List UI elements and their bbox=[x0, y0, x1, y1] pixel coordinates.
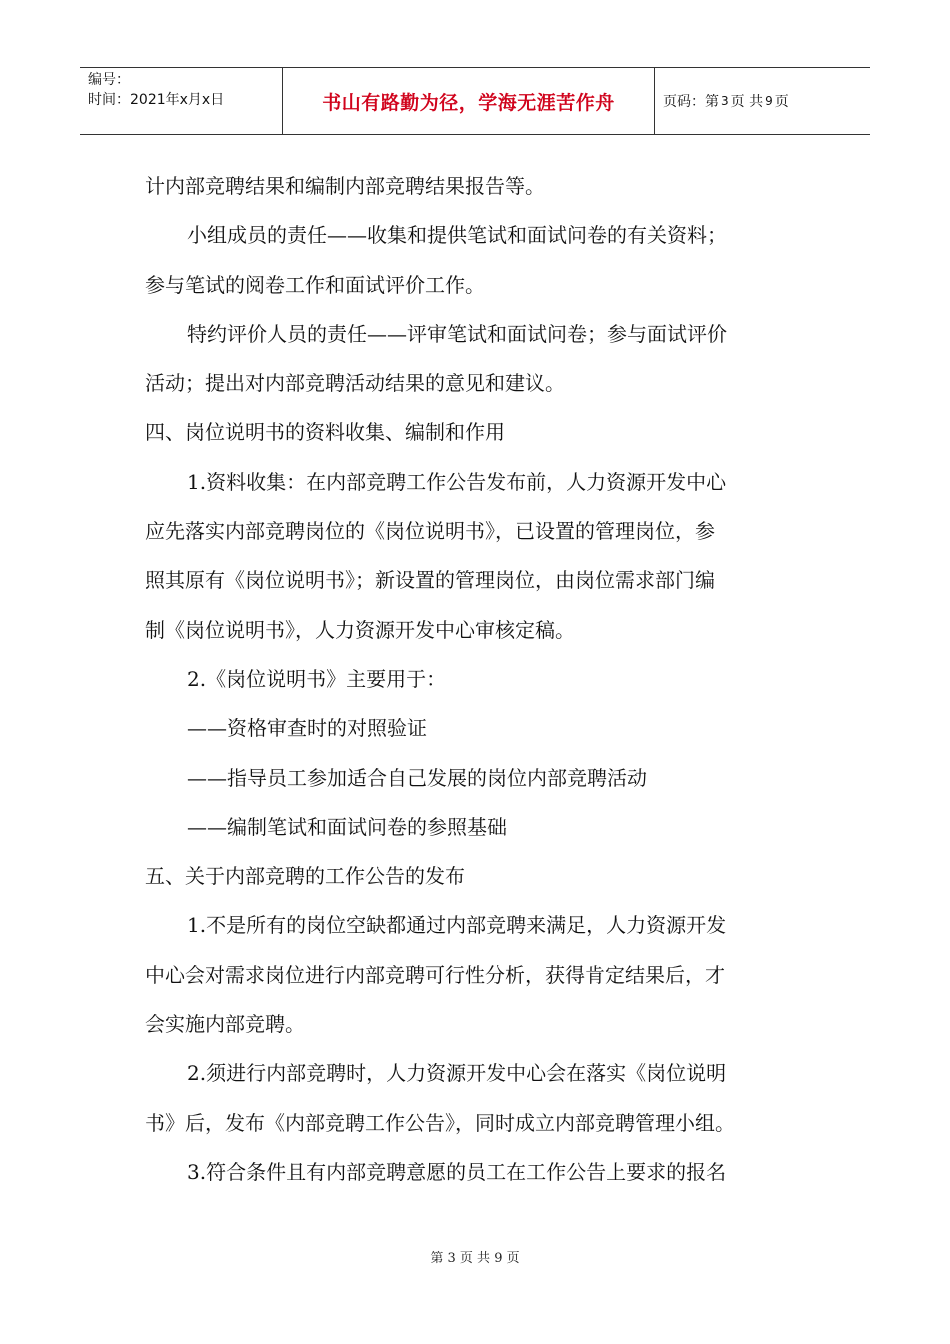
paragraph-line: 计内部竞聘结果和编制内部竞聘结果报告等。 bbox=[145, 174, 545, 198]
list-item: ——指导员工参加适合自己发展的岗位内部竞聘活动 bbox=[187, 765, 647, 790]
paragraph-line: 1.不是所有的岗位空缺都通过内部竞聘来满足，人力资源开发 bbox=[187, 913, 727, 938]
document-time-label: 时间：2021年x月x日 bbox=[88, 92, 225, 108]
page-footer: 第 3 页 共 9 页 bbox=[430, 1251, 520, 1266]
header-page-indicator bbox=[655, 68, 870, 134]
paragraph-line: 小组成员的责任——收集和提供笔试和面试问卷的有关资料； bbox=[187, 223, 727, 248]
paragraph-line: 中心会对需求岗位进行内部竞聘可行性分析，获得肯定结果后，才 bbox=[145, 962, 725, 987]
paragraph-line: 特约评价人员的责任——评审笔试和面试问卷；参与面试评价 bbox=[187, 321, 727, 346]
header-motto: 书山有路勤为径，学海无涯苦作舟 bbox=[322, 91, 615, 114]
header-meta bbox=[80, 68, 283, 134]
header-motto-cell bbox=[283, 68, 655, 134]
paragraph-line: 3.符合条件且有内部竞聘意愿的员工在工作公告上要求的报名 bbox=[187, 1159, 727, 1184]
list-item: ——编制笔试和面试问卷的参照基础 bbox=[187, 814, 507, 839]
paragraph-line: 1.资料收集：在内部竞聘工作公告发布前，人力资源开发中心 bbox=[187, 469, 727, 494]
list-item: ——资格审查时的对照验证 bbox=[187, 716, 427, 741]
paragraph-line: 2.《岗位说明书》主要用于： bbox=[187, 666, 447, 691]
page-label-suffix: 页 bbox=[774, 94, 789, 110]
paragraph-line: 参与笔试的阅卷工作和面试评价工作。 bbox=[145, 272, 485, 297]
paragraph-line: 制《岗位说明书》，人力资源开发中心审核定稿。 bbox=[145, 617, 575, 642]
page-header bbox=[80, 67, 870, 135]
section-heading: 五、关于内部竞聘的工作公告的发布 bbox=[145, 864, 465, 889]
document-body bbox=[145, 162, 810, 1197]
document-number-label: 编号： bbox=[88, 72, 130, 88]
paragraph-line: 会实施内部竞聘。 bbox=[145, 1012, 305, 1037]
section-heading: 四、岗位说明书的资料收集、编制和作用 bbox=[145, 420, 505, 445]
page-label-prefix: 页码：第 bbox=[663, 94, 719, 110]
page-total: 9 bbox=[765, 94, 773, 108]
paragraph-line: 照其原有《岗位说明书》；新设置的管理岗位，由岗位需求部门编 bbox=[145, 568, 715, 593]
paragraph-line: 2.须进行内部竞聘时，人力资源开发中心会在落实《岗位说明 bbox=[187, 1061, 727, 1086]
page-label-middle: 页 共 bbox=[730, 94, 764, 110]
page-current: 3 bbox=[721, 94, 729, 108]
paragraph-line: 书》后，发布《内部竞聘工作公告》，同时成立内部竞聘管理小组。 bbox=[145, 1110, 735, 1135]
paragraph-line: 应先落实内部竞聘岗位的《岗位说明书》，已设置的管理岗位，参 bbox=[145, 519, 715, 544]
paragraph-line: 活动；提出对内部竞聘活动结果的意见和建议。 bbox=[145, 371, 565, 396]
